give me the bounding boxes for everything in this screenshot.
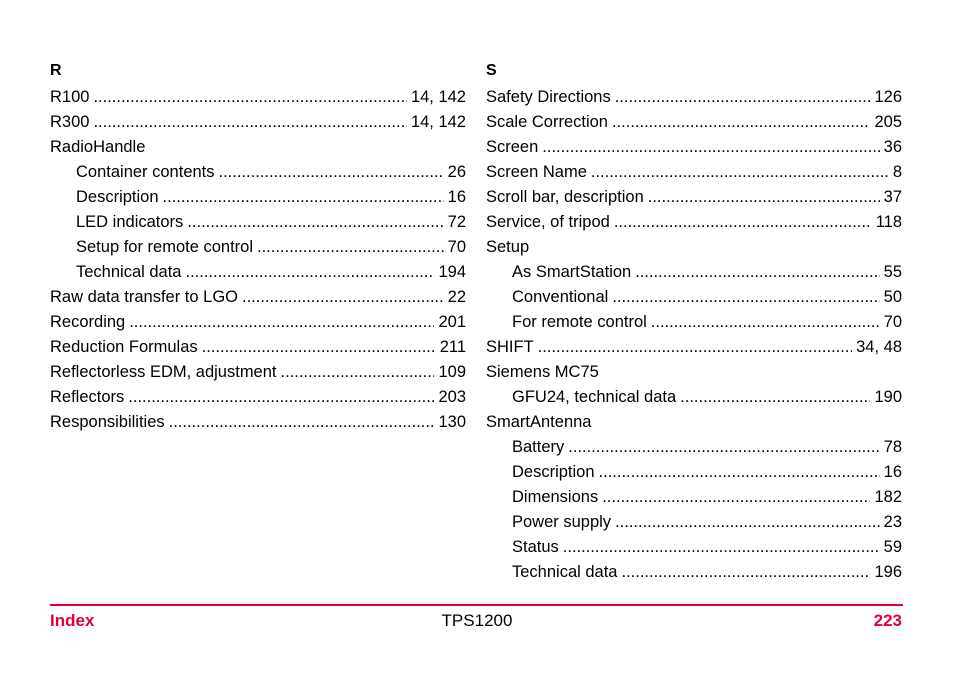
dot-leader [169, 410, 435, 435]
dot-leader [93, 110, 406, 135]
index-entry[interactable] [486, 160, 902, 185]
dot-leader [93, 85, 406, 110]
index-entry-page[interactable]: 34, 48 [856, 338, 902, 356]
dot-leader [651, 310, 880, 335]
index-entry-label: R100 [50, 88, 90, 106]
index-entry-label: Technical data [512, 563, 618, 581]
index-entry[interactable] [50, 310, 466, 335]
index-entry-label: Scale Correction [486, 113, 608, 131]
dot-leader [219, 160, 444, 185]
index-entry-label: Conventional [512, 288, 609, 306]
index-entry-label: RadioHandle [50, 138, 146, 156]
index-subentry[interactable] [486, 535, 902, 560]
dot-leader [614, 210, 872, 235]
index-entry[interactable] [486, 135, 902, 160]
index-entry-label: Reflectorless EDM, adjustment [50, 363, 277, 381]
index-subentry[interactable] [486, 310, 902, 335]
index-entry-page[interactable]: 16 [883, 463, 902, 481]
index-entry-list [50, 85, 466, 435]
index-letter-heading: R [50, 62, 62, 79]
footer-product-name: TPS1200 [441, 611, 513, 630]
index-subentry[interactable] [50, 210, 466, 235]
dot-leader [242, 285, 444, 310]
index-entry-page[interactable]: 203 [438, 388, 466, 406]
index-entry[interactable] [50, 285, 466, 310]
index-entry[interactable] [50, 410, 466, 435]
index-entry-page[interactable]: 14, 142 [410, 113, 466, 131]
dot-leader [257, 235, 444, 260]
index-entry-label: Description [76, 188, 159, 206]
index-entry-page[interactable]: 70 [447, 238, 466, 256]
dot-leader [635, 260, 879, 285]
index-entry-label: As SmartStation [512, 263, 632, 281]
index-entry[interactable] [486, 410, 902, 435]
footer-section-title: Index [50, 611, 95, 630]
index-entry[interactable] [486, 335, 902, 360]
index-entry-label: Service, of tripod [486, 213, 610, 231]
index-entry-label: R300 [50, 113, 90, 131]
dot-leader [187, 210, 443, 235]
index-entry-label: Container contents [76, 163, 215, 181]
dot-leader [612, 285, 879, 310]
index-subentry[interactable] [50, 260, 466, 285]
index-entry-page[interactable]: 118 [875, 213, 902, 231]
index-entry-page[interactable]: 59 [883, 538, 902, 556]
index-entry-label: Reduction Formulas [50, 338, 198, 356]
dot-leader [599, 460, 880, 485]
dot-leader [281, 360, 435, 385]
index-entry-label: Siemens MC75 [486, 363, 599, 381]
index-entry[interactable] [50, 360, 466, 385]
index-entry-page[interactable]: 182 [874, 488, 902, 506]
index-subentry[interactable] [486, 485, 902, 510]
index-entry-label: Power supply [512, 513, 612, 531]
index-entry-label: Setup [486, 238, 530, 256]
dot-leader [568, 435, 879, 460]
index-entry[interactable] [486, 85, 902, 110]
index-letter-heading: S [486, 62, 497, 79]
dot-leader [591, 160, 889, 185]
index-entry-page[interactable]: 36 [883, 138, 902, 156]
dot-leader [129, 310, 434, 335]
dot-leader [163, 185, 444, 210]
dot-leader [186, 260, 435, 285]
index-entry-label: Status [512, 538, 559, 556]
index-subentry[interactable] [486, 285, 902, 310]
index-entry-page[interactable]: 22 [447, 288, 466, 306]
index-entry-page[interactable]: 72 [447, 213, 466, 231]
dot-leader [538, 335, 852, 360]
index-entry-page[interactable]: 194 [438, 263, 466, 281]
index-entry-page[interactable]: 16 [447, 188, 466, 206]
index-entry-page[interactable]: 26 [447, 163, 466, 181]
dot-leader [602, 485, 870, 510]
index-entry-label: LED indicators [76, 213, 184, 231]
index-subentry[interactable] [486, 560, 902, 585]
index-entry-page[interactable]: 23 [883, 513, 902, 531]
index-entry-label: Setup for remote control [76, 238, 254, 256]
dot-leader [615, 85, 871, 110]
index-entry-page[interactable]: 126 [874, 88, 902, 106]
index-entry-label: SHIFT [486, 338, 534, 356]
index-entry-label: Battery [512, 438, 565, 456]
index-entry-list [486, 85, 902, 585]
index-entry-label: Responsibilities [50, 413, 165, 431]
index-entry-page[interactable]: 50 [883, 288, 902, 306]
index-entry-page[interactable]: 205 [874, 113, 902, 131]
index-entry[interactable] [486, 110, 902, 135]
dot-leader [622, 560, 871, 585]
index-entry-label: Recording [50, 313, 126, 331]
index-entry-page[interactable]: 37 [883, 188, 902, 206]
index-entry[interactable] [486, 185, 902, 210]
index-entry-page[interactable]: 70 [883, 313, 902, 331]
dot-leader [202, 335, 436, 360]
index-entry[interactable] [486, 360, 902, 385]
index-subentry[interactable] [486, 385, 902, 410]
index-entry-label: Safety Directions [486, 88, 611, 106]
index-subentry[interactable] [486, 260, 902, 285]
footer-divider [50, 604, 903, 606]
index-entry-label: GFU24, technical data [512, 388, 677, 406]
index-entry-label: Dimensions [512, 488, 599, 506]
index-entry[interactable] [486, 210, 902, 235]
index-entry[interactable] [50, 335, 466, 360]
index-entry-label: Description [512, 463, 595, 481]
index-entry-page[interactable]: 190 [874, 388, 902, 406]
index-entry-label: SmartAntenna [486, 413, 592, 431]
index-entry[interactable] [50, 85, 466, 110]
index-entry-page[interactable]: 55 [883, 263, 902, 281]
index-entry-label: Raw data transfer to LGO [50, 288, 239, 306]
index-column-r [50, 60, 466, 435]
index-subentry[interactable] [50, 160, 466, 185]
index-entry[interactable] [486, 235, 902, 260]
dot-leader [563, 535, 880, 560]
index-entry-label: Screen [486, 138, 539, 156]
dot-leader [648, 185, 880, 210]
index-entry[interactable] [50, 385, 466, 410]
dot-leader [615, 510, 880, 535]
index-subentry[interactable] [486, 510, 902, 535]
dot-leader [680, 385, 870, 410]
index-subentry[interactable] [486, 435, 902, 460]
index-entry-page[interactable]: 8 [892, 163, 902, 181]
index-entry-label: Reflectors [50, 388, 125, 406]
index-column-s [486, 60, 902, 585]
index-entry-page[interactable]: 14, 142 [410, 88, 466, 106]
index-entry-page[interactable]: 78 [883, 438, 902, 456]
index-subentry[interactable] [50, 235, 466, 260]
index-entry-label: Scroll bar, description [486, 188, 644, 206]
footer-page-number: 223 [873, 611, 902, 630]
dot-leader [542, 135, 879, 160]
index-entry-page[interactable]: 130 [438, 413, 466, 431]
dot-leader [128, 385, 434, 410]
index-entry-page[interactable]: 201 [438, 313, 466, 331]
dot-leader [612, 110, 870, 135]
index-entry[interactable] [50, 110, 466, 135]
index-entry-page[interactable]: 211 [439, 338, 466, 356]
index-entry-label: Screen Name [486, 163, 587, 181]
index-subentry[interactable] [486, 460, 902, 485]
index-entry[interactable] [50, 135, 466, 160]
index-entry-label: For remote control [512, 313, 647, 331]
index-entry-page[interactable]: 109 [438, 363, 466, 381]
index-entry-page[interactable]: 196 [874, 563, 902, 581]
index-entry-label: Technical data [76, 263, 182, 281]
index-subentry[interactable] [50, 185, 466, 210]
